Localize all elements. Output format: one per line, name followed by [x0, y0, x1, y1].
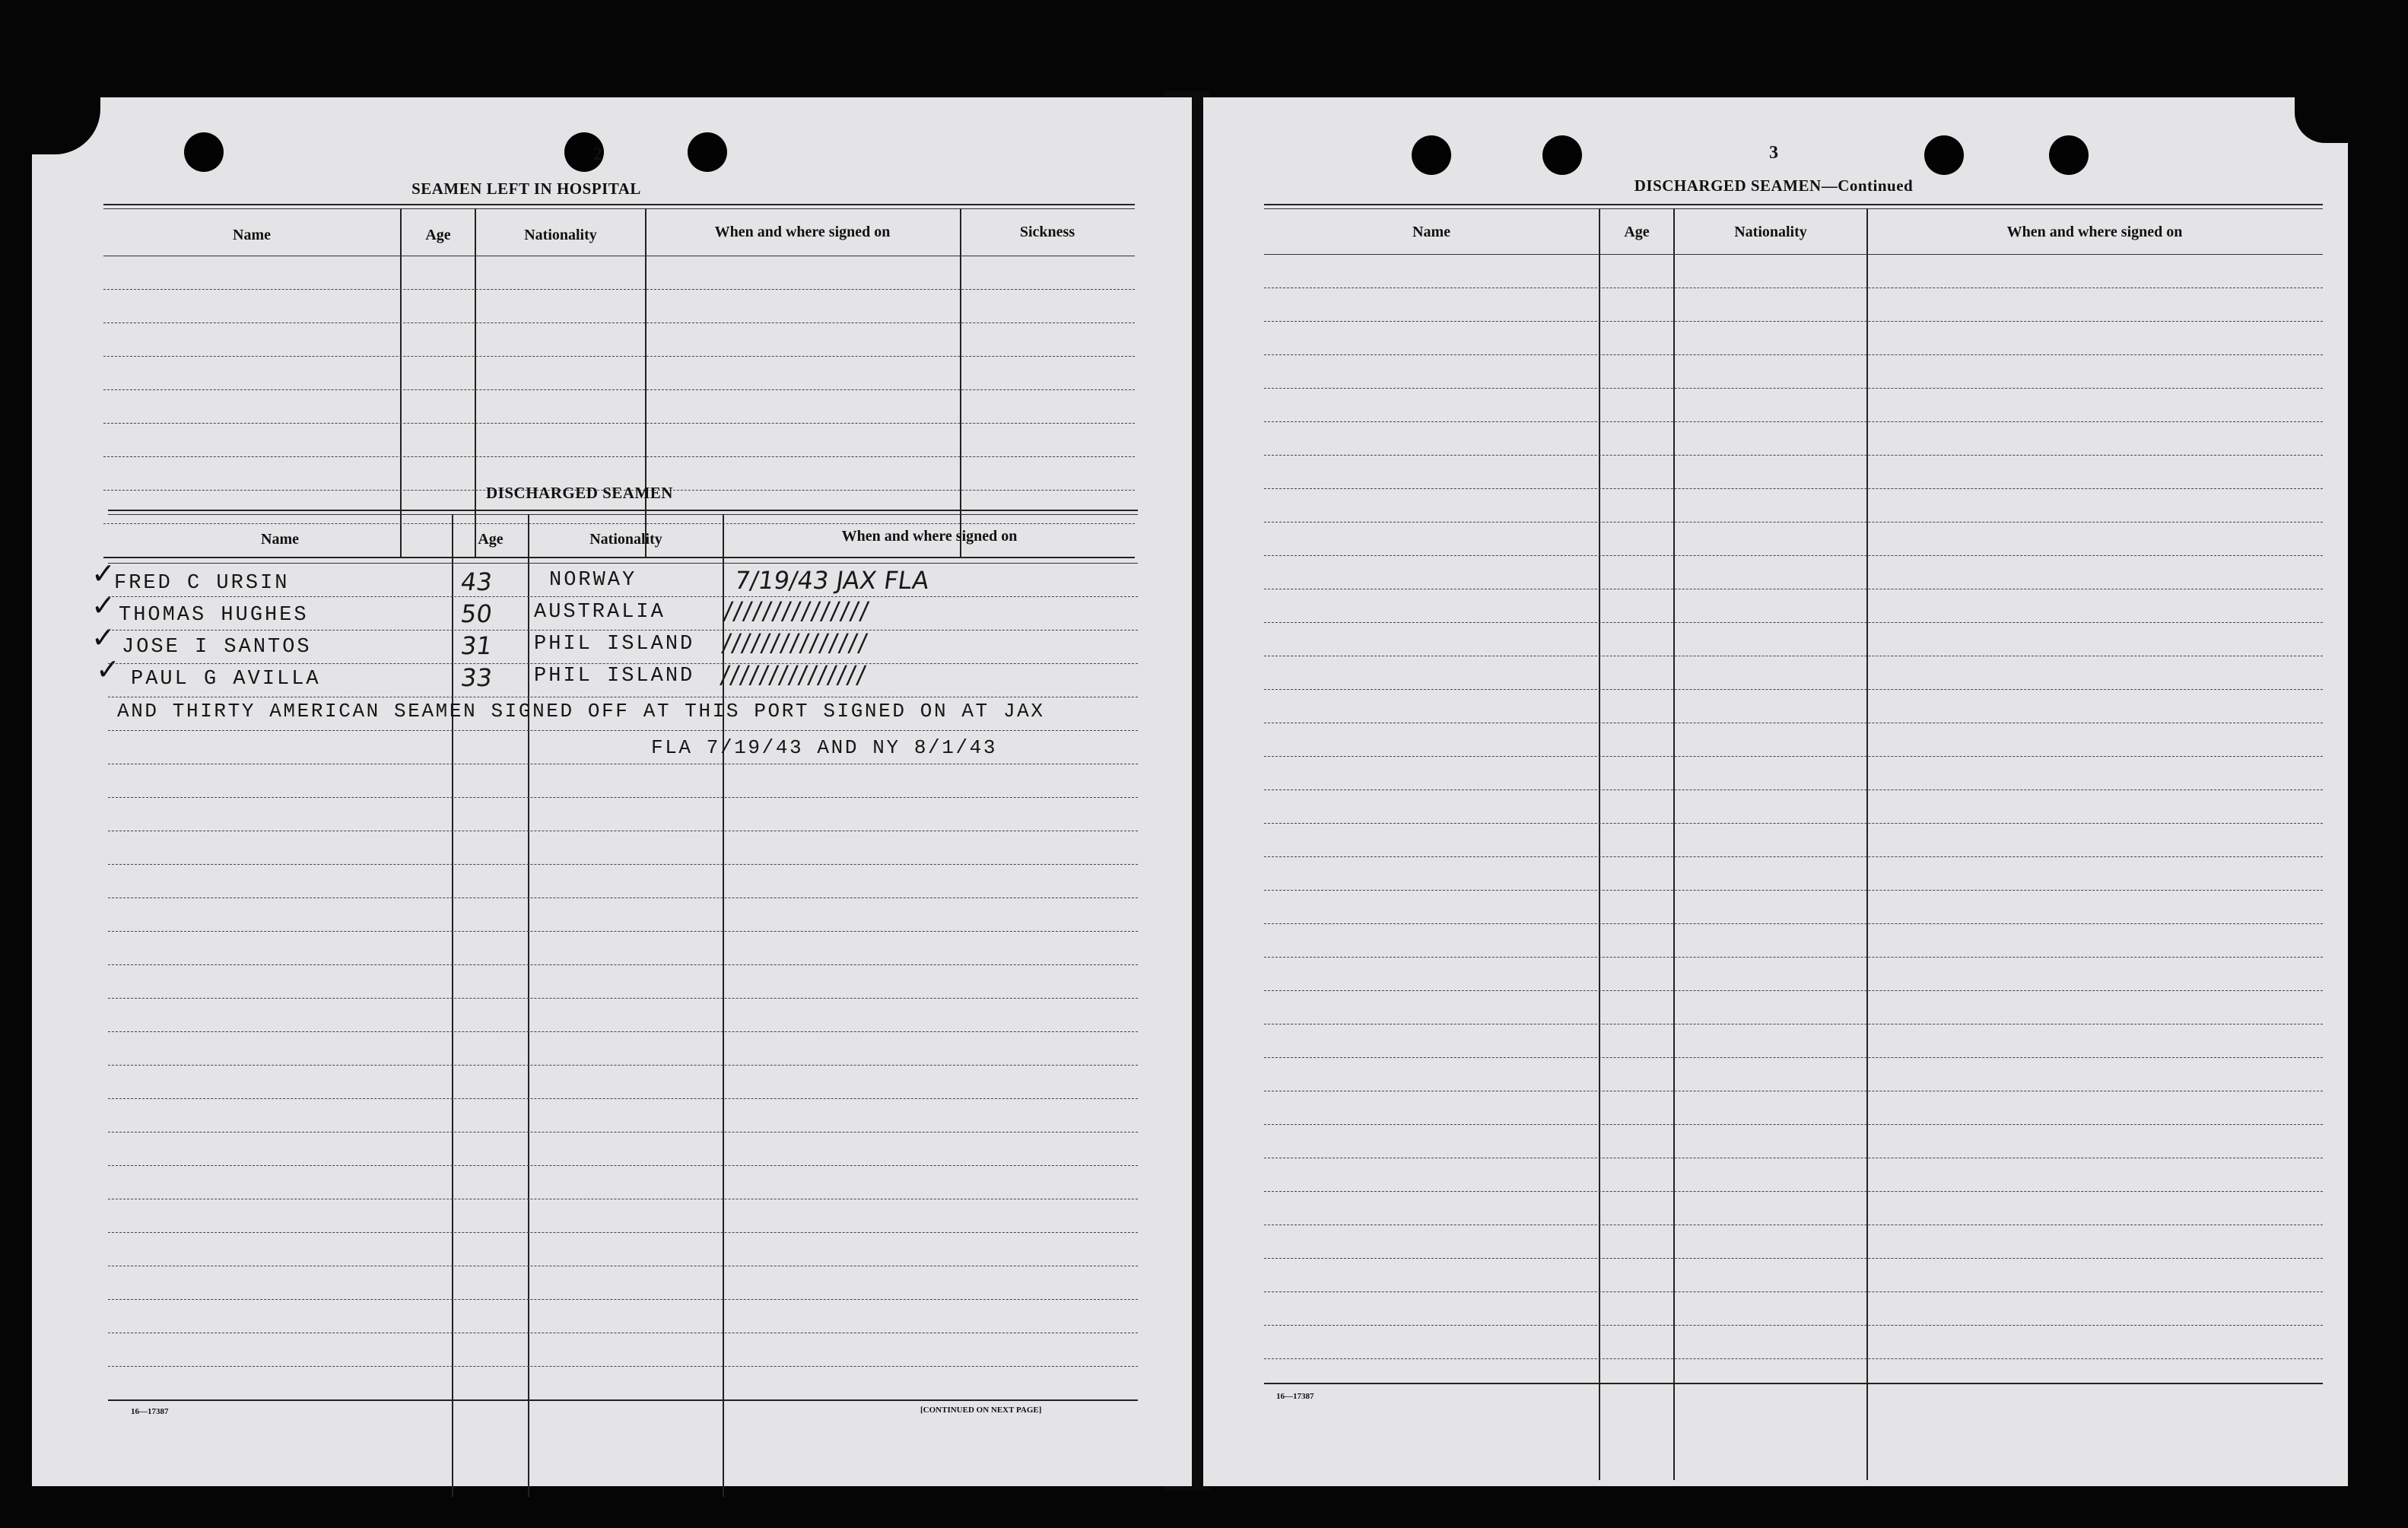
- ledger-line: [108, 864, 1138, 865]
- ledger-line: [1264, 689, 2323, 690]
- col-name: Name: [233, 227, 271, 243]
- ledger-line: [108, 1065, 1138, 1066]
- ledger-line: [108, 630, 1138, 631]
- seaman-name: FRED C URSIN: [114, 572, 290, 595]
- col-age: Age: [425, 227, 451, 243]
- punch-hole: [1542, 135, 1582, 175]
- col-nationality: Nationality: [589, 531, 662, 548]
- punch-hole: [1412, 135, 1451, 175]
- left-page: [32, 97, 1192, 1486]
- ledger-line: [1264, 622, 2323, 623]
- ledger-line: [1264, 522, 2323, 523]
- page-title: DISCHARGED SEAMEN—Continued: [1634, 176, 1914, 195]
- check-mark: ✓: [91, 557, 116, 590]
- ledger-line: [1264, 823, 2323, 824]
- ledger-line: [1264, 1358, 2323, 1359]
- ledger-line: [1264, 1258, 2323, 1259]
- col-nationality: Nationality: [1734, 224, 1807, 240]
- ledger-line: [108, 596, 1138, 597]
- ledger-line: [108, 1299, 1138, 1300]
- check-mark: ✓: [91, 621, 116, 654]
- col-signed-on: When and where signed on: [714, 224, 891, 240]
- ledger-line: [1264, 856, 2323, 857]
- col-sickness: Sickness: [1019, 224, 1075, 240]
- page-number: 2: [593, 145, 602, 164]
- ledger-line: [1264, 455, 2323, 456]
- remark-line-2: FLA 7/19/43 AND NY 8/1/43: [651, 736, 998, 759]
- ledger-line: [1264, 890, 2323, 891]
- check-mark: ✓: [91, 589, 116, 622]
- ledger-line: [1264, 287, 2323, 288]
- ledger-line: [1264, 1191, 2323, 1192]
- seaman-age: 31: [459, 631, 494, 660]
- ledger-line: [1264, 321, 2323, 322]
- page-number: 3: [1769, 143, 1778, 163]
- col-signed-on: When and where signed on: [2006, 224, 2183, 240]
- seaman-signed-on: ///////////////: [720, 628, 871, 657]
- seaman-nationality: AUSTRALIA: [534, 601, 666, 624]
- ledger-line: [1264, 555, 2323, 556]
- ledger-line: [108, 663, 1138, 664]
- torn-corner: [32, 97, 100, 154]
- seaman-name: THOMAS HUGHES: [119, 604, 309, 627]
- ledger-line: [1264, 354, 2323, 355]
- punch-hole: [2049, 135, 2089, 175]
- seaman-age: 33: [459, 663, 494, 692]
- ledger-line: [1264, 990, 2323, 991]
- ledger-line: [1264, 1124, 2323, 1125]
- seaman-name: PAUL G AVILLA: [131, 668, 321, 691]
- form-number: 16—17387: [131, 1407, 169, 1416]
- ledger-line: [108, 964, 1138, 965]
- seaman-age: 50: [459, 599, 494, 628]
- col-signed-on: When and where signed on: [841, 528, 1018, 545]
- seaman-signed-on: ///////////////: [722, 596, 872, 625]
- ledger-line: [1264, 1057, 2323, 1058]
- check-mark: ✓: [96, 653, 120, 686]
- seaman-nationality: NORWAY: [549, 569, 637, 592]
- ledger-line: [1264, 488, 2323, 489]
- col-name: Name: [1412, 224, 1450, 240]
- discharged-section-title: DISCHARGED SEAMEN: [486, 484, 673, 502]
- seaman-nationality: PHIL ISLAND: [534, 665, 695, 688]
- seaman-name: JOSE I SANTOS: [122, 636, 312, 659]
- ledger-line: [1264, 756, 2323, 757]
- ledger-line: [108, 797, 1138, 798]
- seaman-signed-on: 7/19/43 JAX FLA: [732, 566, 931, 595]
- col-name: Name: [261, 531, 299, 548]
- seaman-age: 43: [459, 567, 494, 596]
- punch-hole: [688, 132, 727, 172]
- punch-hole: [1924, 135, 1964, 175]
- col-age: Age: [1624, 224, 1650, 240]
- seaman-nationality: PHIL ISLAND: [534, 633, 695, 656]
- ledger-line: [108, 998, 1138, 999]
- col-nationality: Nationality: [524, 227, 597, 243]
- ledger-line: [1264, 388, 2323, 389]
- continued-note: [CONTINUED ON NEXT PAGE]: [920, 1406, 1042, 1415]
- punch-hole: [184, 132, 224, 172]
- ledger-line: [108, 931, 1138, 932]
- form-number: 16—17387: [1276, 1392, 1314, 1401]
- ledger-line: [108, 1031, 1138, 1032]
- ledger-line: [1264, 1291, 2323, 1292]
- col-age: Age: [478, 531, 504, 548]
- ledger-line: [1264, 1325, 2323, 1326]
- ledger-line: [108, 1098, 1138, 1099]
- hospital-section-title: SEAMEN LEFT IN HOSPITAL: [411, 179, 641, 198]
- ledger-line: [1264, 421, 2323, 422]
- ledger-line: [1264, 957, 2323, 958]
- ledger-line: [108, 730, 1138, 731]
- ledger-line: [1264, 923, 2323, 924]
- ledger-line: [108, 897, 1138, 898]
- remark-line-1: AND THIRTY AMERICAN SEAMEN SIGNED OFF AT THIS PORT SIGNED ON AT JAX: [117, 700, 1045, 723]
- ledger-line: [108, 1366, 1138, 1367]
- right-page: [1203, 97, 2348, 1486]
- ledger-line: [108, 1165, 1138, 1166]
- seaman-signed-on: ///////////////: [719, 660, 869, 689]
- torn-corner: [2295, 97, 2348, 143]
- ledger-line: [1264, 789, 2323, 790]
- ledger-line: [108, 1232, 1138, 1233]
